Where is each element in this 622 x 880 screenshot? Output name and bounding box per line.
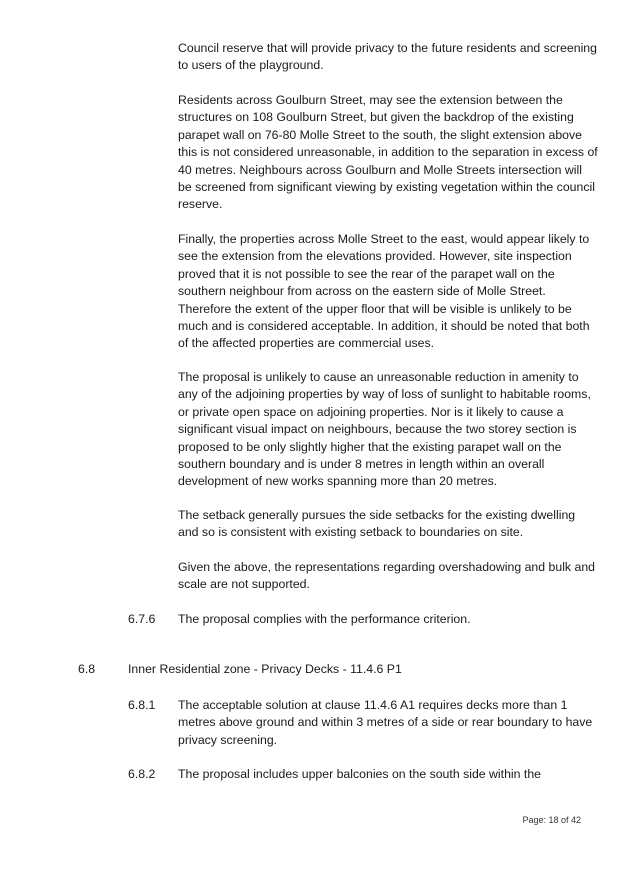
paragraph-setback: The setback generally pursues the side setbacks for the existing dwelling and so is consistent with existing setback to boundaries on site.	[178, 508, 576, 540]
section-number: 6.8	[78, 662, 96, 676]
item-text: The proposal complies with the performance criterion.	[178, 612, 471, 626]
item-number: 6.7.6	[128, 612, 156, 626]
item-text: The proposal includes upper balconies on the south side within the	[178, 767, 541, 781]
paragraph-molle-street-properties: Finally, the properties across Molle Street to the east, would appear likely to see the extension from the elevations provided. However, site inspection proved that it is not possible to see the rear of the parapet wall on the southern neighbour from across on the eastern side of Molle Street. Therefore the extent of the upper floor that will be visible is unlikely to be much and is considered acceptable. In addition, it should be noted that both of the affected properties are commercial uses.	[178, 232, 590, 351]
paragraph-conclusion: Given the above, the representations regarding overshadowing and bulk and scale are not supported.	[178, 560, 596, 592]
item-number: 6.8.2	[128, 767, 156, 781]
paragraph-goulburn-street-residents: Residents across Goulburn Street, may see the extension between the structures on 108 Goulburn Street, but given the backdrop of the existing parapet wall on 76-80 Molle Street to the south, the slight extension above this is not considered unreasonable, in addition to the separation in excess of 40 metres. Neighbours across Goulburn and Molle Streets intersection will be screened from significant viewing by existing vegetation within the council reserve.	[178, 93, 598, 212]
paragraph-council-reserve: Council reserve that will provide privacy to the future residents and screening to users of the playground.	[178, 41, 597, 73]
item-text: The acceptable solution at clause 11.4.6 A1 requires decks more than 1 metres above ground and within 3 metres of a side or rear boundary to have privacy screening.	[178, 698, 593, 747]
section-title: Inner Residential zone - Privacy Decks - 11.4.6 P1	[128, 662, 402, 676]
page-number-footer: Page: 18 of 42	[522, 815, 581, 825]
item-number: 6.8.1	[128, 698, 156, 712]
paragraph-amenity-impact: The proposal is unlikely to cause an unreasonable reduction in amenity to any of the adjoining properties by way of loss of sunlight to habitable rooms, or private open space on adjoining properties. Nor is it likely to cause a significant visual impact on neighbours, because the two storey section is proposed to be only slightly higher that the existing parapet wall on the southern boundary and is under 8 metres in length within an overall development of new works spanning more than 20 metres.	[178, 370, 591, 489]
